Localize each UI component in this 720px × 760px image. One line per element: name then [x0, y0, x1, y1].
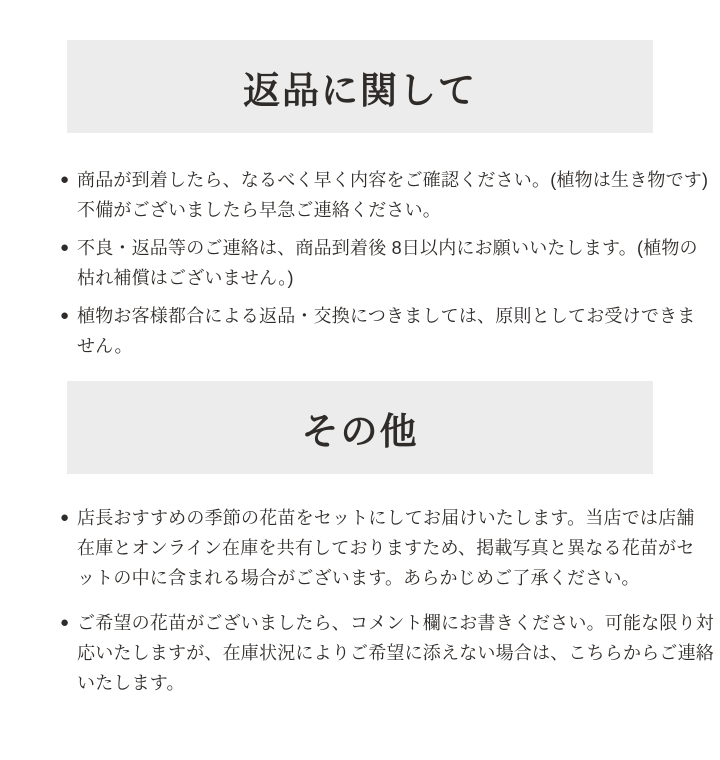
item-line: 店長おすすめの季節の花苗をセットにしてお届けいたします。当店では店舗: [77, 508, 695, 528]
list-item: [60, 301, 700, 361]
list-item: [60, 233, 700, 293]
list-item: [60, 165, 709, 225]
item-text: [77, 608, 714, 698]
item-line: 商品が到着したら、なるべく早く内容をご確認ください。(植物は生き物です): [77, 170, 709, 190]
bullet-icon: ●: [60, 509, 70, 526]
item-line: せん。: [77, 336, 133, 356]
item-text: [77, 165, 708, 225]
policy-document: [0, 40, 720, 760]
bullet-icon: ●: [60, 171, 70, 188]
item-line: ットの中に含まれる場合がございます。あらかじめご了承ください。: [77, 568, 640, 588]
item-line: ご希望の花苗がございましたら、コメント欄にお書きください。可能な限り対: [77, 613, 714, 633]
returns-list: [0, 165, 720, 361]
item-text: [77, 301, 700, 361]
item-line: いたします。: [77, 673, 185, 693]
item-line: 植物お客様都合による返品・交換につきましては、原則としてお受けできま: [77, 306, 696, 326]
item-line: 枯れ補償はございません。): [77, 268, 294, 288]
item-text: [77, 233, 700, 293]
others-list: [0, 503, 720, 698]
item-text: [77, 503, 700, 593]
section-title-others: その他: [301, 410, 419, 452]
bullet-icon: ●: [60, 614, 70, 631]
section-header-others: [67, 381, 653, 474]
list-item: [60, 608, 714, 698]
section-title-returns: 返品に関して: [243, 69, 477, 111]
item-line: 応いたしますが、在庫状況によりご希望に添えない場合は、こちらからご連絡: [77, 643, 714, 663]
bullet-icon: ●: [60, 239, 70, 256]
item-line: 不良・返品等のご連絡は、商品到着後 8日以内にお願いいたします。(植物の: [77, 238, 698, 258]
bullet-icon: ●: [60, 307, 70, 324]
list-item: [60, 503, 700, 593]
item-line: 不備がございましたら早急ご連絡ください。: [77, 200, 441, 220]
section-header-returns: [67, 40, 653, 133]
item-line: 在庫とオンライン在庫を共有しておりますため、掲載写真と異なる花苗がセ: [77, 538, 695, 558]
